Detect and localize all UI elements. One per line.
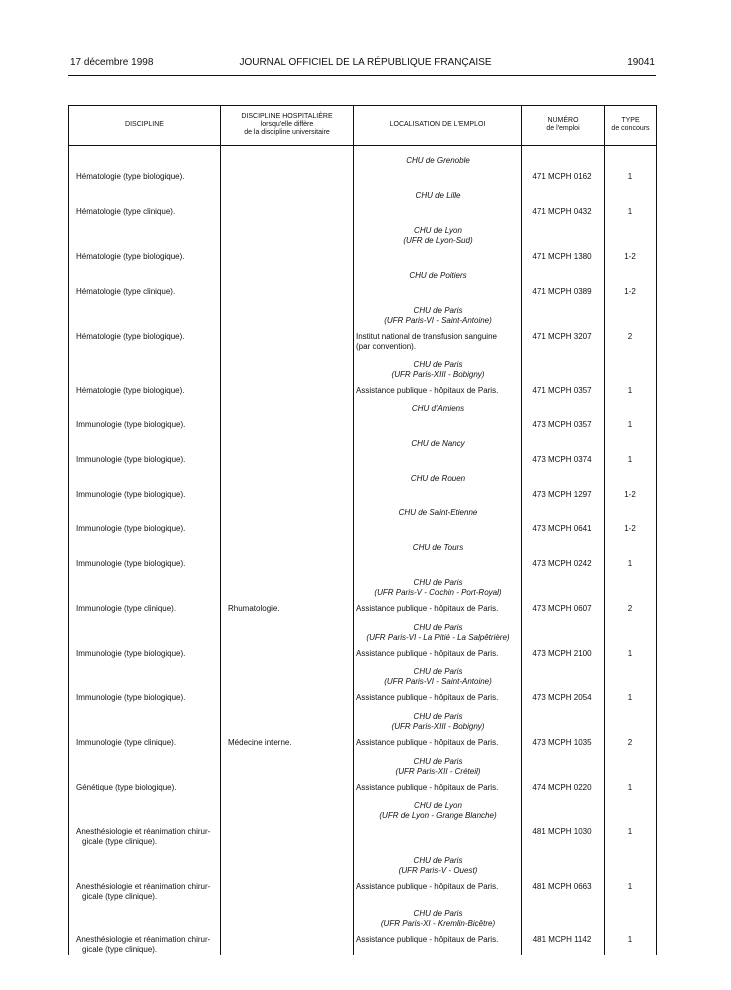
localisation-heading: CHU de Grenoble: [406, 156, 470, 165]
type-concours-cell: 1: [627, 172, 633, 181]
localisation-detail: Assistance publique - hôpitaux de Paris.: [356, 935, 499, 944]
type-concours-cell: 1: [627, 783, 633, 792]
localisation-heading: (UFR Paris-V - Cochin - Port-Royal): [374, 588, 502, 597]
numero-cell: 473 MCPH 1035: [532, 738, 592, 747]
discipline-cell: [76, 172, 224, 182]
localisation-cell: [356, 578, 520, 614]
discipline-cell: [76, 559, 224, 569]
page-number: 19041: [627, 57, 655, 68]
localisation-heading: CHU de Saint-Etienne: [398, 508, 478, 517]
discipline-cell: [76, 252, 224, 262]
hospital-discipline-cell: Rhumatologie.: [228, 604, 280, 613]
type-concours-cell: 1: [627, 649, 633, 658]
discipline-text: Anesthésiologie et réanimation chirur-: [76, 935, 211, 944]
localisation-heading: CHU de Paris: [413, 306, 463, 315]
type-concours-cell: 1-2: [624, 252, 636, 261]
discipline-text: Anesthésiologie et réanimation chirur-: [76, 827, 211, 836]
discipline-cell: [76, 783, 224, 793]
discipline-text: Hématologie (type biologique).: [76, 386, 185, 395]
discipline-cell: [76, 490, 224, 500]
type-concours-cell: 1: [627, 207, 633, 216]
type-concours-cell: 1-2: [624, 287, 636, 296]
numero-cell: 471 MCPH 0357: [532, 386, 592, 395]
type-concours-cell: 2: [627, 738, 633, 747]
numero-cell: 473 MCPH 2054: [532, 693, 592, 702]
localisation-detail: Assistance publique - hôpitaux de Paris.: [356, 604, 499, 613]
type-concours-cell: 1: [627, 559, 633, 568]
col-header-discipline-hospitaliere: DISCIPLINE HOSPITALIÈRE lorsqu'elle diffère de la discipline universitaire: [241, 113, 333, 136]
localisation-heading: CHU de Paris: [413, 578, 463, 587]
localisation-cell: [356, 508, 520, 518]
localisation-detail: Institut national de transfusion sanguine: [356, 332, 497, 341]
localisation-detail: Assistance publique - hôpitaux de Paris.: [356, 386, 499, 395]
discipline-text: Immunologie (type biologique).: [76, 524, 186, 533]
localisation-cell: [356, 156, 520, 166]
type-concours-cell: 1: [627, 693, 633, 702]
localisation-detail: (par convention).: [356, 342, 417, 351]
discipline-text: Immunologie (type clinique).: [76, 738, 177, 747]
localisation-heading: (UFR Paris-XIII - Bobigny): [391, 370, 485, 379]
localisation-heading: CHU de Lille: [415, 191, 461, 200]
hospital-discipline-cell: Médecine interne.: [228, 738, 292, 747]
localisation-heading: CHU de Rouen: [410, 474, 466, 483]
discipline-cell: [76, 827, 224, 847]
numero-cell: 473 MCPH 0374: [532, 455, 592, 464]
localisation-detail: Assistance publique - hôpitaux de Paris.: [356, 783, 499, 792]
numero-cell: 481 MCPH 1142: [532, 935, 592, 944]
col-header-type: TYPE de concours: [611, 117, 650, 132]
localisation-heading: CHU de Lyon: [414, 226, 462, 235]
journal-title: JOURNAL OFFICIEL DE LA RÉPUBLIQUE FRANÇAISE: [239, 57, 492, 68]
column-divider-loc: [353, 105, 354, 955]
localisation-cell: [356, 404, 520, 414]
localisation-detail: Assistance publique - hôpitaux de Paris.: [356, 693, 499, 702]
col-header-numero: NUMÉRO de l'emploi: [546, 117, 580, 132]
discipline-text: Hématologie (type clinique).: [76, 287, 176, 296]
discipline-text: gicale (type clinique).: [82, 892, 158, 901]
discipline-text: gicale (type clinique).: [82, 837, 158, 846]
localisation-heading: (UFR Paris-XIII - Bobigny): [391, 722, 485, 731]
discipline-text: gicale (type clinique).: [82, 945, 158, 954]
localisation-heading: (UFR de Lyon - Grange Blanche): [379, 811, 497, 820]
discipline-cell: [76, 287, 224, 297]
discipline-cell: [76, 386, 224, 396]
discipline-text: Immunologie (type biologique).: [76, 490, 186, 499]
localisation-heading: (UFR Paris-XII - Créteil): [395, 767, 481, 776]
type-concours-cell: 2: [627, 332, 633, 341]
discipline-cell: [76, 882, 224, 902]
localisation-heading: CHU de Poitiers: [409, 271, 467, 280]
localisation-heading: CHU de Lyon: [414, 801, 462, 810]
discipline-text: Hématologie (type clinique).: [76, 207, 176, 216]
localisation-cell: [356, 226, 520, 246]
type-concours-cell: 1-2: [624, 490, 636, 499]
discipline-cell: [76, 649, 224, 659]
type-concours-cell: 1: [627, 935, 633, 944]
numero-cell: 471 MCPH 0432: [532, 207, 592, 216]
table-right-border: [656, 105, 657, 955]
numero-cell: 473 MCPH 0607: [532, 604, 592, 613]
localisation-detail: Assistance publique - hôpitaux de Paris.: [356, 649, 499, 658]
localisation-cell: [356, 801, 520, 821]
localisation-heading: CHU de Paris: [413, 360, 463, 369]
discipline-cell: [76, 455, 224, 465]
localisation-cell: [356, 191, 520, 201]
localisation-cell: [356, 543, 520, 553]
discipline-text: Immunologie (type biologique).: [76, 420, 186, 429]
type-concours-cell: 1: [627, 882, 633, 891]
numero-cell: 471 MCPH 3207: [532, 332, 592, 341]
localisation-detail: Assistance publique - hôpitaux de Paris.: [356, 882, 499, 891]
discipline-cell: [76, 738, 224, 748]
numero-cell: 473 MCPH 0641: [532, 524, 592, 533]
table-left-border: [68, 105, 69, 955]
numero-cell: 473 MCPH 0357: [532, 420, 592, 429]
numero-cell: 481 MCPH 0663: [532, 882, 592, 891]
discipline-text: Immunologie (type clinique).: [76, 604, 177, 613]
localisation-cell: [356, 271, 520, 281]
column-divider-type: [604, 105, 605, 955]
type-concours-cell: 2: [627, 604, 633, 613]
discipline-cell: [76, 524, 224, 534]
localisation-heading: CHU de Paris: [413, 667, 463, 676]
localisation-cell: [356, 856, 520, 892]
type-concours-cell: 1: [627, 827, 633, 836]
header-rule: [68, 75, 656, 76]
localisation-cell: [356, 474, 520, 484]
discipline-cell: [76, 207, 224, 217]
localisation-cell: [356, 360, 520, 396]
type-concours-cell: 1: [627, 420, 633, 429]
numero-cell: 473 MCPH 2100: [532, 649, 592, 658]
numero-cell: 471 MCPH 1380: [532, 252, 592, 261]
discipline-text: Anesthésiologie et réanimation chirur-: [76, 882, 211, 891]
localisation-cell: [356, 623, 520, 659]
localisation-heading: CHU de Paris: [413, 757, 463, 766]
discipline-text: Hématologie (type biologique).: [76, 252, 185, 261]
discipline-text: Hématologie (type biologique).: [76, 172, 185, 181]
localisation-cell: [356, 909, 520, 945]
localisation-cell: [356, 439, 520, 449]
discipline-cell: [76, 604, 224, 614]
type-concours-cell: 1: [627, 386, 633, 395]
localisation-heading: (UFR Paris-XI - Kremlin-Bicêtre): [380, 919, 496, 928]
discipline-text: Immunologie (type biologique).: [76, 693, 186, 702]
type-concours-cell: 1: [627, 455, 633, 464]
discipline-text: Hématologie (type biologique).: [76, 332, 185, 341]
localisation-heading: CHU de Nancy: [411, 439, 465, 448]
numero-cell: 474 MCPH 0220: [532, 783, 592, 792]
localisation-heading: CHU de Paris: [413, 712, 463, 721]
discipline-text: Génétique (type biologique).: [76, 783, 177, 792]
localisation-cell: [356, 667, 520, 703]
localisation-heading: CHU de Paris: [413, 909, 463, 918]
localisation-heading: (UFR Paris-VI - La Pitié - La Salpêtrière): [366, 633, 510, 642]
localisation-heading: CHU de Paris: [413, 856, 463, 865]
localisation-cell: [356, 757, 520, 793]
localisation-detail: Assistance publique - hôpitaux de Paris.: [356, 738, 499, 747]
localisation-heading: (UFR Paris-VI - Saint-Antoine): [384, 677, 492, 686]
col-header-localisation: LOCALISATION DE L'EMPLOI: [389, 121, 486, 128]
discipline-cell: [76, 420, 224, 430]
localisation-heading: (UFR Paris-VI - Saint-Antoine): [384, 316, 492, 325]
discipline-cell: [76, 693, 224, 703]
localisation-cell: [356, 306, 520, 352]
header-date: 17 décembre 1998: [70, 57, 154, 68]
localisation-heading: (UFR de Lyon-Sud): [403, 236, 473, 245]
type-concours-cell: 1-2: [624, 524, 636, 533]
discipline-cell: [76, 935, 224, 955]
localisation-heading: CHU d'Amiens: [411, 404, 465, 413]
table-header-rule: [68, 145, 656, 146]
discipline-cell: [76, 332, 224, 342]
numero-cell: 471 MCPH 0389: [532, 287, 592, 296]
discipline-text: Immunologie (type biologique).: [76, 649, 186, 658]
localisation-cell: [356, 712, 520, 748]
numero-cell: 471 MCPH 0162: [532, 172, 592, 181]
localisation-heading: CHU de Paris: [413, 623, 463, 632]
localisation-heading: CHU de Tours: [412, 543, 464, 552]
localisation-heading: (UFR Paris-V - Ouest): [398, 866, 478, 875]
discipline-text: Immunologie (type biologique).: [76, 455, 186, 464]
numero-cell: 481 MCPH 1030: [532, 827, 592, 836]
numero-cell: 473 MCPH 0242: [532, 559, 592, 568]
discipline-text: Immunologie (type biologique).: [76, 559, 186, 568]
numero-cell: 473 MCPH 1297: [532, 490, 592, 499]
col-header-discipline: DISCIPLINE: [125, 121, 164, 128]
